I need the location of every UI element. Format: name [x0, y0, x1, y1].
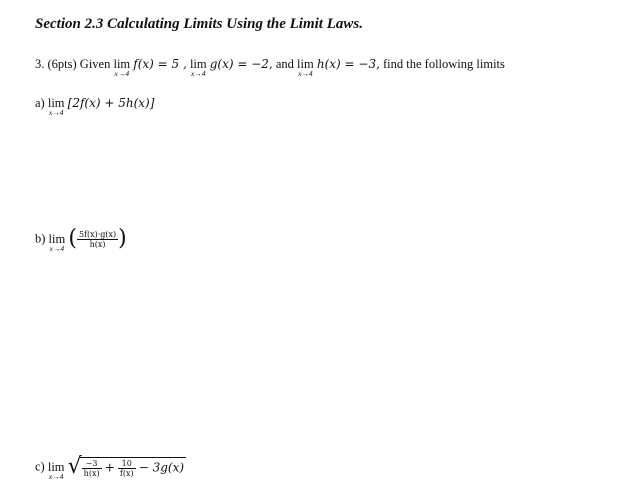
- part-c-limit: lim x→4: [47, 459, 65, 481]
- left-paren: (: [68, 226, 77, 251]
- problem-statement: [35, 57, 505, 78]
- plus-sign: +: [104, 459, 115, 474]
- part-c-tail: − 3g(x): [138, 459, 185, 474]
- part-b-fraction: [77, 230, 118, 249]
- problem-points: (6pts): [47, 57, 77, 71]
- part-b-denominator: h(x): [89, 239, 106, 249]
- problem-number: 3.: [35, 57, 45, 71]
- limit-f: lim x→4: [113, 57, 131, 78]
- problem-intro: Given: [79, 57, 111, 71]
- sqrt-icon: √: [67, 454, 82, 479]
- part-c: [35, 454, 186, 481]
- part-b: [35, 226, 127, 253]
- h-given: h(x) = −3,: [316, 57, 380, 71]
- part-b-label: b): [35, 231, 46, 246]
- part-c-fraction-2: $\frac{10}{f(x)}$: [119, 458, 134, 478]
- part-c-fraction-1: $\frac{-3}{h(x)}$: [83, 458, 100, 478]
- problem-tail: find the following limits: [383, 57, 505, 71]
- part-c-label: c): [35, 459, 45, 474]
- part-b-limit: lim x→4: [48, 231, 66, 253]
- right-paren: ): [118, 226, 127, 251]
- part-a-expression: [2f(x) + 5h(x)]: [67, 96, 155, 110]
- part-a: [35, 96, 155, 117]
- part-a-label: a): [35, 96, 45, 110]
- section-title: Section 2.3 Calculating Limits Using the Limit Laws.: [35, 16, 363, 32]
- part-c-radicand: [80, 457, 186, 478]
- limit-g: lim x→4: [189, 57, 207, 78]
- g-given: g(x) = −2,: [209, 57, 273, 71]
- and-word: and: [275, 57, 294, 71]
- part-a-limit: lim x→4: [47, 96, 65, 117]
- f-given: f(x) = 5 ,: [133, 57, 187, 71]
- limit-h: lim x→4: [297, 57, 314, 78]
- part-b-numerator: 5f(x)·g(x): [78, 229, 117, 239]
